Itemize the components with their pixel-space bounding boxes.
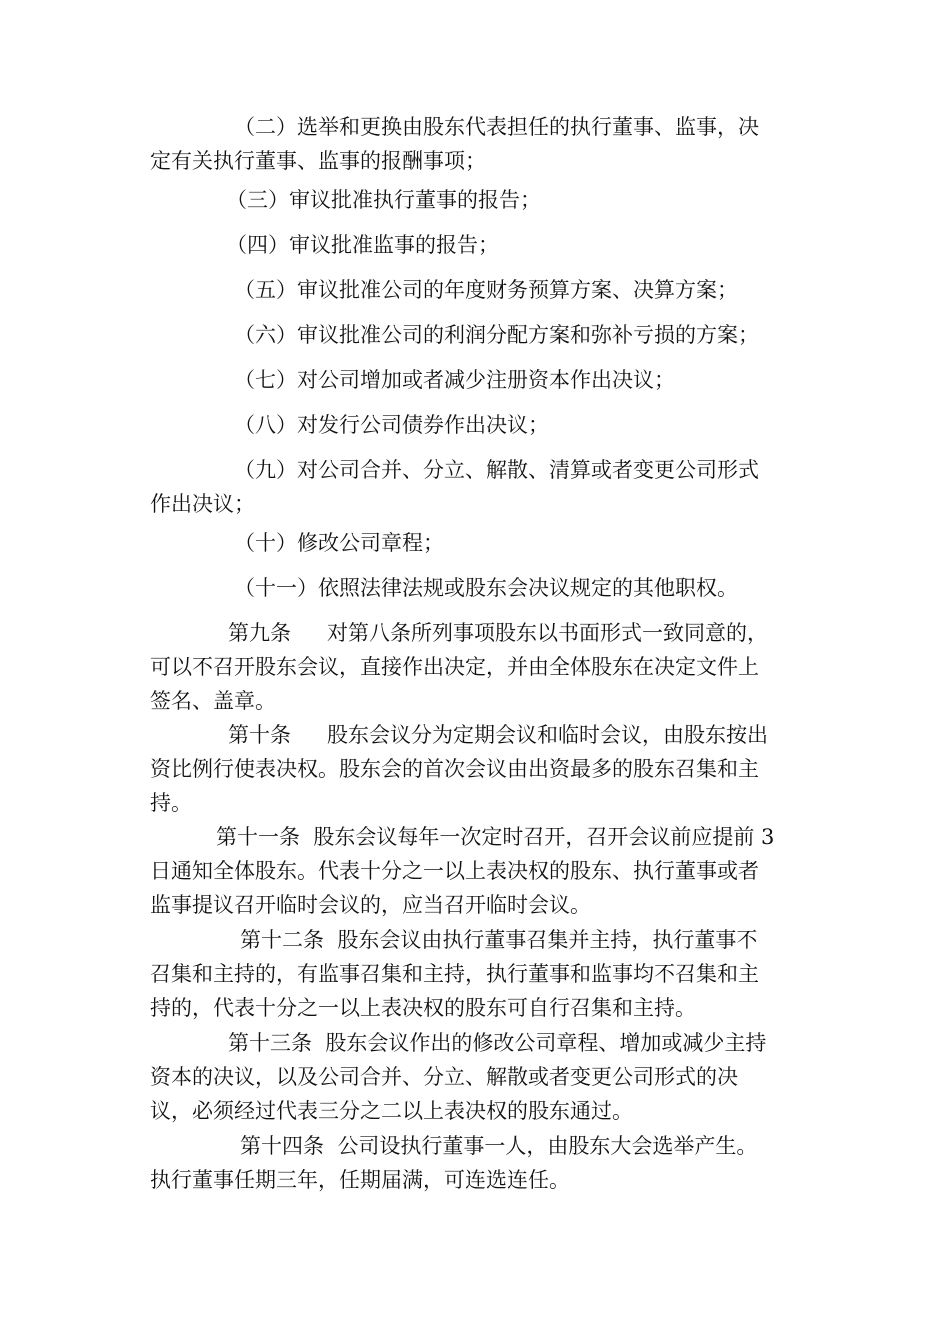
article-10-paragraph — [150, 718, 810, 820]
item-2-paragraph — [150, 110, 810, 178]
item-2-line-1: （二）选举和更换由股东代表担任的执行董事、监事，决 — [234, 115, 759, 139]
item-10-line: （十）修改公司章程； — [234, 531, 444, 555]
article-14-line-1: 第十四条 公司设执行董事一人，由股东大会选举产生。 — [240, 1134, 758, 1158]
article-13-line-1: 第十三条 股东会议作出的修改公司章程、增加或减少主持 — [228, 1031, 767, 1055]
item-10-paragraph — [150, 526, 810, 560]
item-6-paragraph — [150, 318, 810, 352]
item-9-line-2: 作出决议； — [150, 492, 255, 516]
article-14-paragraph — [150, 1129, 810, 1197]
item-5-line: （五）审议批准公司的年度财务预算方案、决算方案； — [234, 278, 738, 302]
article-14-line-2: 执行董事任期三年，任期届满，可连选连任。 — [150, 1168, 570, 1192]
article-9-line-1-text: 对第八条所列事项股东以书面形式一致同意的， — [327, 621, 768, 645]
article-12-line-1: 第十二条 股东会议由执行董事召集并主持，执行董事不 — [240, 928, 758, 952]
item-7-line: （七）对公司增加或者减少注册资本作出决议； — [234, 368, 675, 392]
item-8-line: （八）对发行公司债券作出决议； — [234, 413, 549, 437]
item-7-paragraph — [150, 363, 810, 397]
article-13-line-2: 资本的决议，以及公司合并、分立、解散或者变更公司形式的决 — [150, 1065, 738, 1089]
article-9-line-1 — [150, 616, 810, 650]
item-6-line: （六）审议批准公司的利润分配方案和弥补亏损的方案； — [234, 323, 759, 347]
article-10-title: 第十条 — [228, 723, 291, 747]
article-13-paragraph — [150, 1026, 810, 1128]
article-9-paragraph — [150, 616, 810, 718]
article-9-line-2: 可以不召开股东会议，直接作出决定，并由全体股东在决定文件上 — [150, 655, 759, 679]
article-11-paragraph — [150, 820, 810, 922]
article-12-paragraph — [150, 923, 810, 1025]
article-12-line-3: 持的，代表十分之一以上表决权的股东可自行召集和主持。 — [150, 996, 696, 1020]
article-11-line-2: 日通知全体股东。代表十分之一以上表决权的股东、执行董事或者 — [150, 859, 759, 883]
item-9-paragraph — [150, 453, 810, 521]
item-8-paragraph — [150, 408, 810, 442]
item-4-line: （四）审议批准监事的报告； — [226, 233, 499, 257]
article-10-line-2: 资比例行使表决权。股东会的首次会议由出资最多的股东召集和主 — [150, 757, 759, 781]
article-10-line-1 — [150, 718, 810, 752]
item-3-paragraph — [150, 183, 810, 217]
article-13-line-3: 议，必须经过代表三分之二以上表决权的股东通过。 — [150, 1099, 633, 1123]
item-3-line: （三）审议批准执行董事的报告； — [226, 188, 541, 212]
item-11-line: （十一）依照法律法规或股东会决议规定的其他职权。 — [234, 576, 738, 600]
item-9-line-1: （九）对公司合并、分立、解散、清算或者变更公司形式 — [234, 458, 759, 482]
article-10-line-1-text: 股东会议分为定期会议和临时会议，由股东按出 — [327, 723, 768, 747]
article-9-line-3: 签名、盖章。 — [150, 689, 276, 713]
item-4-paragraph — [150, 228, 810, 262]
article-11-line-3: 监事提议召开临时会议的，应当召开临时会议。 — [150, 893, 591, 917]
item-5-paragraph — [150, 273, 810, 307]
article-10-line-3: 持。 — [150, 791, 192, 815]
item-2-line-2: 定有关执行董事、监事的报酬事项； — [150, 149, 486, 173]
article-12-line-2: 召集和主持的，有监事召集和主持，执行董事和监事均不召集和主 — [150, 962, 759, 986]
item-11-paragraph — [150, 571, 810, 605]
article-9-title: 第九条 — [228, 621, 291, 645]
article-11-line-1: 第十一条 股东会议每年一次定时召开，召开会议前应提前 3 — [216, 825, 775, 849]
